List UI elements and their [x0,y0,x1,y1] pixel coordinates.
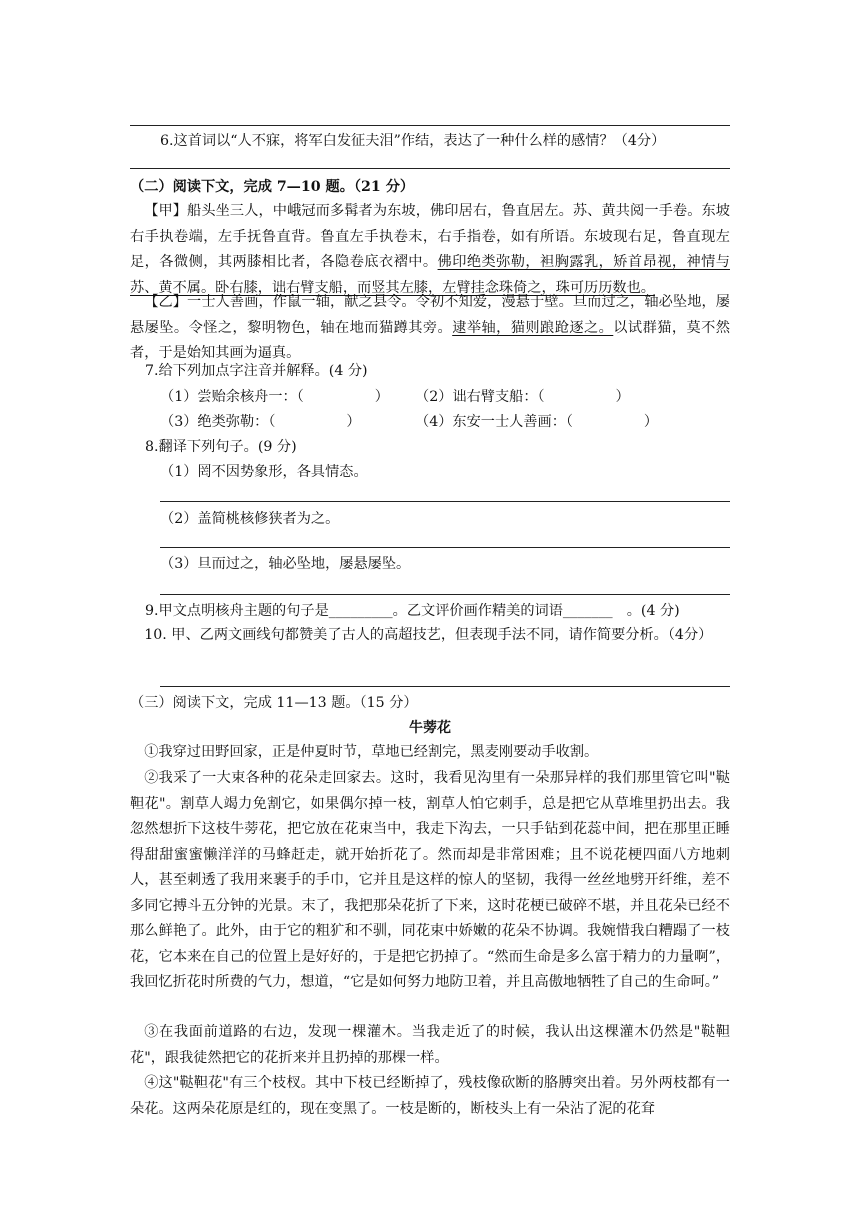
divider-line [130,125,730,126]
passage-yi-text: 【乙】一士人善画，作鼠一轴，献之县令。令初不知爱，漫悬于壁。旦而过之，轴必坠地，屡悬屡坠。令怪之，黎明物色，轴在地而猫蹲其旁。 [130,294,730,336]
question-8-item-2: （2）盖简桃核修狭者为之。 [160,511,340,527]
essay-title: 牛蒡花 [409,720,451,736]
passage-jia-text: 【甲】船头坐三人，中峨冠而多髯者为东坡，佛印居右，鲁直居左。苏、黄共阅一手卷。东坡右手执卷端，左手抚鲁直背。鲁直左手执卷末，右手指卷，如有所语。东坡现右足，鲁直现左足，各微侧，其两膝相比者，各隐卷底衣褶中。 [130,203,730,270]
question-7-item-3: （3）绝类弥勒：（ ） [160,414,361,430]
question-7-item-2: （2）诎右臂支船：（ ） [415,389,630,405]
question-9: 9.甲文点明核舟主题的句子是_________。乙文评价画作精美的词语_______ 。(4 分) [145,603,680,619]
question-8-item-1: （1）罔不因势象形，各具情态。 [160,464,368,480]
essay-paragraph-3: ③在我面前道路的右边，发现一棵灌木。当我走近了的时候，我认出这棵灌木仍然是"鞑靼花"，跟我徒然把它的花折来并且扔掉的那棵一样。 [130,1024,730,1066]
question-8: 8.翻译下列句子。(9 分) [145,439,297,455]
answer-line [160,547,730,548]
passage-jia-underlined: 佛印绝类弥勒，袒胸露乳，矫首昂视，神情与苏、黄不属。卧右膝，诎右臂支船，而竖其左膝，左臂挂念珠倚之，珠可历历数也。 [130,254,730,296]
answer-line [160,594,730,595]
question-7-item-4: （4）东安一士人善画：（ ） [415,414,659,430]
question-8-item-3: （3）旦而过之，轴必坠地，屡悬屡坠。 [160,556,411,572]
passage-yi-underlined: 逮举轴，猫则踉跄逐之。 [452,319,614,336]
passage-yi [130,290,730,367]
passage-yi-text-end: 以试群猫，莫不然者，于是始知其画为逼真。 [130,319,730,361]
question-6: 6.这首词以“人不寐，将军白发征夫泪”作结，表达了一种什么样的感情？（4分） [160,133,666,149]
section-2-header: （二）阅读下文，完成 7—10 题。（21 分） [130,179,415,195]
passage-jia [130,199,730,301]
answer-line [160,686,730,687]
question-7: 7.给下列加点字注音并解释。(4 分) [145,363,368,379]
essay-paragraph-2: ②我采了一大束各种的花朵走回家去。这时，我看见沟里有一朵那异样的我们那里管它叫"鞑靼花"。割草人竭力免割它，如果偶尔掉一枝，割草人怕它刺手，总是把它从草堆里扔出去。我忽然想折下这枝牛蒡花，把它放在花束当中，我走下沟去，一只手钻到花蕊中间，把在那里正睡得甜甜蜜蜜懒洋洋的马蜂赶走，就开始折花了。然而却是非常困难；且不说花梗四面八方地刺人，甚至刺透了我用来裹手的手巾，它并且是这样的惊人的坚韧，我得一丝丝地劈开纤维，差不多同它搏斗五分钟的光景。末了，我把那朵花折了下来，这时花梗已破碎不堪，并且花朵已经不那么鲜艳了。此外，由于它的粗犷和不驯，同花束中娇嫩的花朵不协调。我婉惜我白糟蹋了一枝花，它本来在自己的位置上是好好的，于是把它扔掉了。“然而生命是多么富于精力的力量啊”，我回忆折花时所费的气力，想道，“它是如何努力地防卫着，并且高傲地牺牲了自己的生命呵。” [130,770,730,990]
essay-paragraph-1: ①我穿过田野回家，正是仲夏时节，草地已经割完，黑麦刚要动手收割。 [144,744,599,760]
answer-line [130,168,730,169]
question-10: 10. 甲、乙两文画线句都赞美了古人的高超技艺，但表现手法不同，请作简要分析。（4分） [144,627,713,643]
section-3-header: （三）阅读下文，完成 11—13 题。（15 分） [130,695,418,711]
answer-line [160,501,730,502]
essay-paragraph-4: ④这"鞑靼花"有三个枝杈。其中下枝已经断掉了，残枝像砍断的胳膊突出着。另外两枝都有一朵花。这两朵花原是红的，现在变黑了。一枝是断的，断枝头上有一朵沾了泥的花耷 [130,1075,730,1117]
question-7-item-1: （1）尝贻余核舟一：（ ） [160,389,389,405]
